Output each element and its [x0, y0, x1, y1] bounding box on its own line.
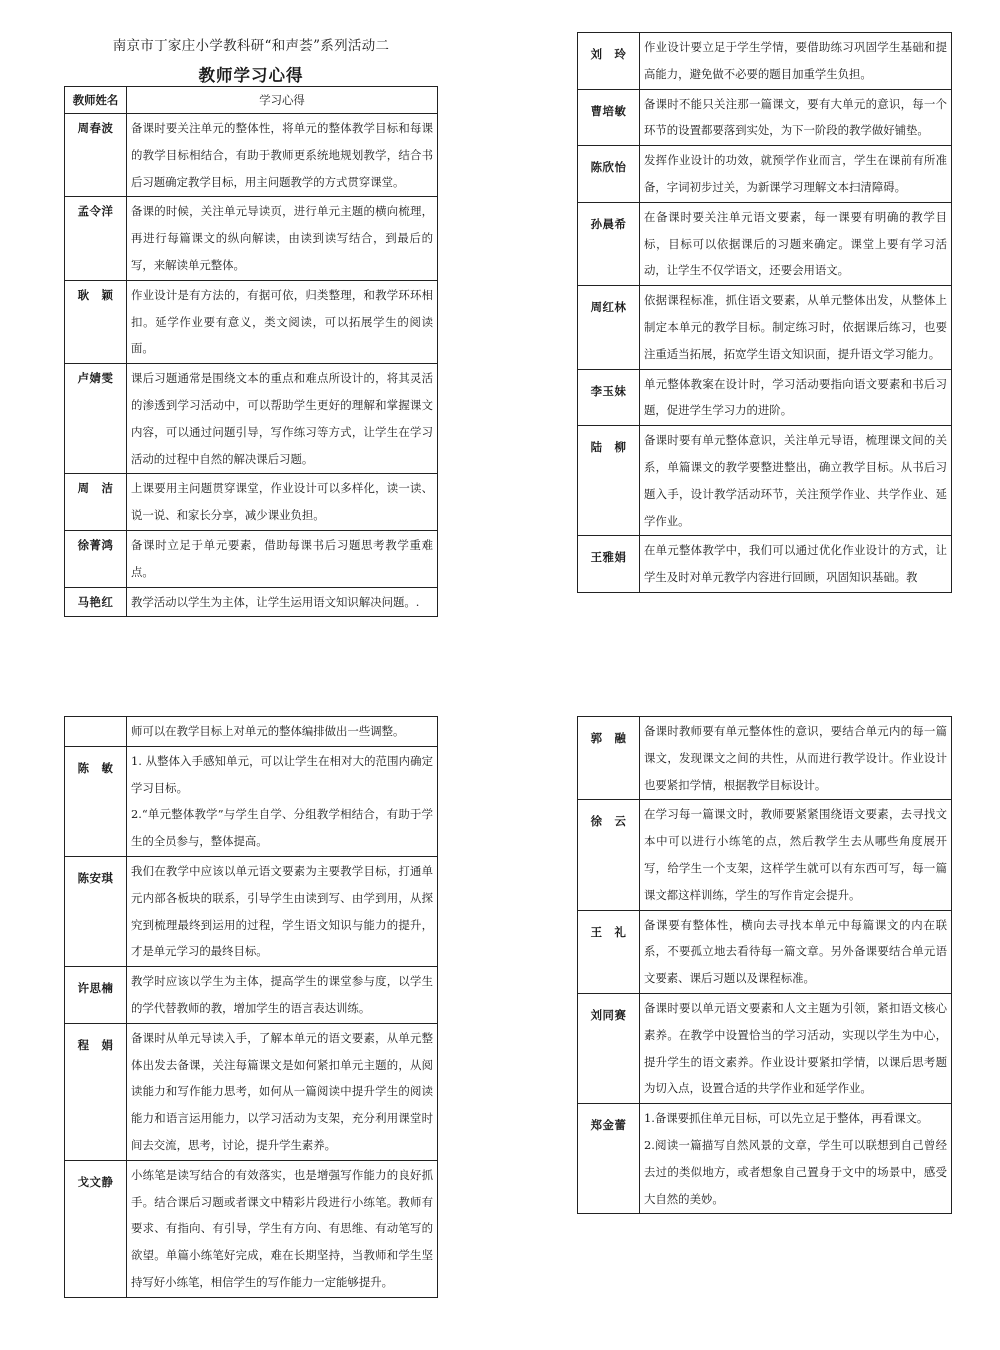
panel-top-right — [577, 32, 952, 593]
table-row — [578, 146, 952, 203]
document-subtitle: 教师学习心得 — [198, 66, 304, 85]
table-row — [65, 746, 438, 856]
table-row — [578, 369, 952, 426]
teacher-name: 曹培敏 — [578, 89, 640, 146]
reflection-text: 依据课程标准，抓住语文要素，从单元整体出发，从整体上制定本单元的教学目标。制定练习时，依据课后练习，也要注重适当拓展，拓宽学生语文知识面，提升语文学习能力。 — [640, 286, 952, 369]
teacher-name: 刘 玲 — [578, 33, 640, 90]
table-row — [65, 856, 438, 966]
column-header-name: 教师姓名 — [65, 87, 127, 114]
reflection-text: 课后习题通常是围绕文本的重点和难点所设计的，将其灵活的渗透到学习活动中，可以帮助学生更好的理解和掌握课文内容，可以通过问题引导，写作练习等方式，让学生在学习活动的过程中自然的解决课后习题。 — [127, 364, 438, 474]
teacher-name: 徐 云 — [578, 800, 640, 910]
teacher-name: 徐菁鸿 — [65, 530, 127, 587]
reflection-list-item: 1.备课要抓住单元目标，可以先立足于整体，再看课文。 — [644, 1111, 929, 1126]
table-row — [578, 33, 952, 90]
table-row — [65, 967, 438, 1024]
reflection-text: 上课要用主问题贯穿课堂，作业设计可以多样化，读一读、说一说、和家长分享，减少课业负担。 — [127, 474, 438, 531]
teacher-name: 郑金蕾 — [578, 1104, 640, 1214]
column-header-content: 学习心得 — [127, 87, 438, 114]
panel-bottom-right — [577, 716, 952, 1214]
teacher-name: 陆 柳 — [578, 426, 640, 536]
teacher-name: 陈欣怡 — [578, 146, 640, 203]
reflection-text: 备课要有整体性，横向去寻找本单元中每篇课文的内在联系，不要孤立地去看待每一篇文章。另外备课要结合单元语文要素、课后习题以及课程标准。 — [640, 910, 952, 993]
table-row — [65, 1023, 438, 1160]
table-row — [578, 993, 952, 1103]
teacher-name: 王雅娟 — [578, 536, 640, 593]
reflection-text: 备课的时候，关注单元导读页，进行单元主题的横向梳理，再进行每篇课文的纵向解读，由读到读写结合，到最后的写，来解读单元整体。 — [127, 197, 438, 280]
reflection-list — [640, 1104, 952, 1214]
reflection-list-item: 2.“单元整体教学”与学生自学、分组教学相结合，有助于学生的全员参与，整体提高。 — [131, 807, 433, 849]
teacher-name: 孙晨希 — [578, 202, 640, 285]
reflection-text: 教学时应该以学生为主体，提高学生的课堂参与度，以学生的学代替教师的教，增加学生的语言表达训练。 — [127, 967, 438, 1024]
teacher-name: 李玉妹 — [578, 369, 640, 426]
reflection-list — [127, 746, 438, 856]
table-header-row — [65, 87, 438, 114]
table-row — [578, 1104, 952, 1214]
table-row — [65, 1160, 438, 1297]
teacher-name: 王 礼 — [578, 910, 640, 993]
table-row — [65, 280, 438, 363]
reflection-text: 师可以在教学目标上对单元的整体编排做出一些调整。 — [127, 717, 438, 747]
teacher-name — [65, 717, 127, 747]
teacher-name: 刘同赛 — [578, 993, 640, 1103]
table-row — [65, 717, 438, 747]
panel-top-left — [64, 86, 438, 617]
table-row — [578, 286, 952, 369]
reflection-text: 教学活动以学生为主体，让学生运用语文知识解决问题。. — [127, 587, 438, 617]
reflection-text: 发挥作业设计的功效，就预学作业而言，学生在课前有所准备，字词初步过关，为新课学习理解文本扫清障碍。 — [640, 146, 952, 203]
table-row — [578, 426, 952, 536]
reflection-table-1 — [64, 86, 438, 617]
table-row — [578, 202, 952, 285]
reflection-text: 在单元整体教学中，我们可以通过优化作业设计的方式，让学生及时对单元教学内容进行回顾，巩固知识基础。教 — [640, 536, 952, 593]
reflection-table-3 — [64, 716, 438, 1298]
table-row — [65, 364, 438, 474]
reflection-text: 单元整体教案在设计时，学习活动要指向语文要素和书后习题，促进学生学习力的进阶。 — [640, 369, 952, 426]
reflection-text: 备课时教师要有单元整体性的意识，要结合单元内的每一篇课文，发现课文之间的共性，从而进行教学设计。作业设计也要紧扣学情，根据教学目标设计。 — [640, 717, 952, 800]
reflection-text: 备课时立足于单元要素，借助每课书后习题思考教学重难点。 — [127, 530, 438, 587]
reflection-text: 在备课时要关注单元语文要素，每一课要有明确的教学目标，目标可以依据课后的习题来确定。课堂上要有学习活动，让学生不仅学语文，还要会用语文。 — [640, 202, 952, 285]
teacher-name: 孟令洋 — [65, 197, 127, 280]
reflection-text: 备课时要有单元整体意识，关注单元导语，梳理课文间的关系，单篇课文的教学要整进整出，确立教学目标。从书后习题入手，设计教学活动环节，关注预学作业、共学作业、延学作业。 — [640, 426, 952, 536]
reflection-list-item: 1. 从整体入手感知单元，可以让学生在相对大的范围内确定学习目标。 — [131, 753, 433, 795]
document-title: 南京市丁家庄小学教科研“和声荟”系列活动二 — [112, 38, 390, 54]
teacher-name: 周 洁 — [65, 474, 127, 531]
table-row — [578, 800, 952, 910]
reflection-text: 备课时从单元导读入手，了解本单元的语文要素，从单元整体出发去备课，关注每篇课文是如何紧扣单元主题的，从阅读能力和写作能力思考，如何从一篇阅读中提升学生的阅读能力和语言运用能力，以学习活动为支架，充分利用课堂时间去交流，思考，讨论，提升学生素养。 — [127, 1023, 438, 1160]
reflection-table-4 — [577, 716, 952, 1214]
table-row — [578, 910, 952, 993]
reflection-text: 备课时要关注单元的整体性，将单元的整体教学目标和每课的教学目标相结合，有助于教师更系统地规划教学，结合书后习题确定教学目标，用主问题教学的方式贯穿课堂。 — [127, 114, 438, 197]
table-row — [65, 474, 438, 531]
reflection-text: 备课时不能只关注那一篇课文，要有大单元的意识，每一个环节的设置都要落到实处，为下一阶段的教学做好铺垫。 — [640, 89, 952, 146]
reflection-text: 小练笔是读写结合的有效落实，也是增强写作能力的良好抓手。结合课后习题或者课文中精彩片段进行小练笔。教师有要求、有指向、有引导，学生有方向、有思维、有动笔写的欲望。单篇小练笔好完成，难在长期坚持，当教师和学生坚持写好小练笔，相信学生的写作能力一定能够提升。 — [127, 1160, 438, 1297]
table-row — [578, 717, 952, 800]
teacher-name: 戈文静 — [65, 1160, 127, 1297]
reflection-text: 在学习每一篇课文时，教师要紧紧围绕语文要素，去寻找文本中可以进行小练笔的点，然后教学生去从哪些角度展开写，给学生一个支架，这样学生就可以有东西可写，每一篇课文都这样训练，学生的写作肯定会提升。 — [640, 800, 952, 910]
table-row — [65, 530, 438, 587]
table-row — [65, 587, 438, 617]
teacher-name: 卢婧雯 — [65, 364, 127, 474]
reflection-text: 作业设计要立足于学生学情，要借助练习巩固学生基础和提高能力，避免做不必要的题目加重学生负担。 — [640, 33, 952, 90]
table-row — [65, 114, 438, 197]
reflection-table-2 — [577, 32, 952, 593]
teacher-name: 周春波 — [65, 114, 127, 197]
teacher-name: 郭 融 — [578, 717, 640, 800]
teacher-name: 周红林 — [578, 286, 640, 369]
reflection-text: 作业设计是有方法的，有据可依，归类整理，和教学环环相扣。延学作业要有意义，类文阅读，可以拓展学生的阅读面。 — [127, 280, 438, 363]
teacher-name: 许思楠 — [65, 967, 127, 1024]
teacher-name: 陈 敏 — [65, 746, 127, 856]
table-row — [65, 197, 438, 280]
table-row — [578, 89, 952, 146]
teacher-name: 马艳红 — [65, 587, 127, 617]
reflection-list-item: 2.阅读一篇描写自然风景的文章，学生可以联想到自己曾经去过的类似地方，或者想象自己置身于文中的场景中，感受大自然的美妙。 — [644, 1137, 947, 1206]
teacher-name: 耿 颖 — [65, 280, 127, 363]
panel-bottom-left — [64, 716, 438, 1298]
reflection-text: 备课时要以单元语文要素和人文主题为引领，紧扣语文核心素养。在教学中设置恰当的学习活动，实现以学生为中心，提升学生的语文素养。作业设计要紧扣学情，以课后思考题为切入点，设置合适的共学作业和延学作业。 — [640, 993, 952, 1103]
teacher-name: 陈安琪 — [65, 856, 127, 966]
reflection-text: 我们在教学中应该以单元语文要素为主要教学目标，打通单元内部各板块的联系，引导学生由读到写、由学到用，从探究到梳理最终到运用的过程，学生语文知识与能力的提升，才是单元学习的最终目标。 — [127, 856, 438, 966]
teacher-name: 程 娟 — [65, 1023, 127, 1160]
table-row — [578, 536, 952, 593]
